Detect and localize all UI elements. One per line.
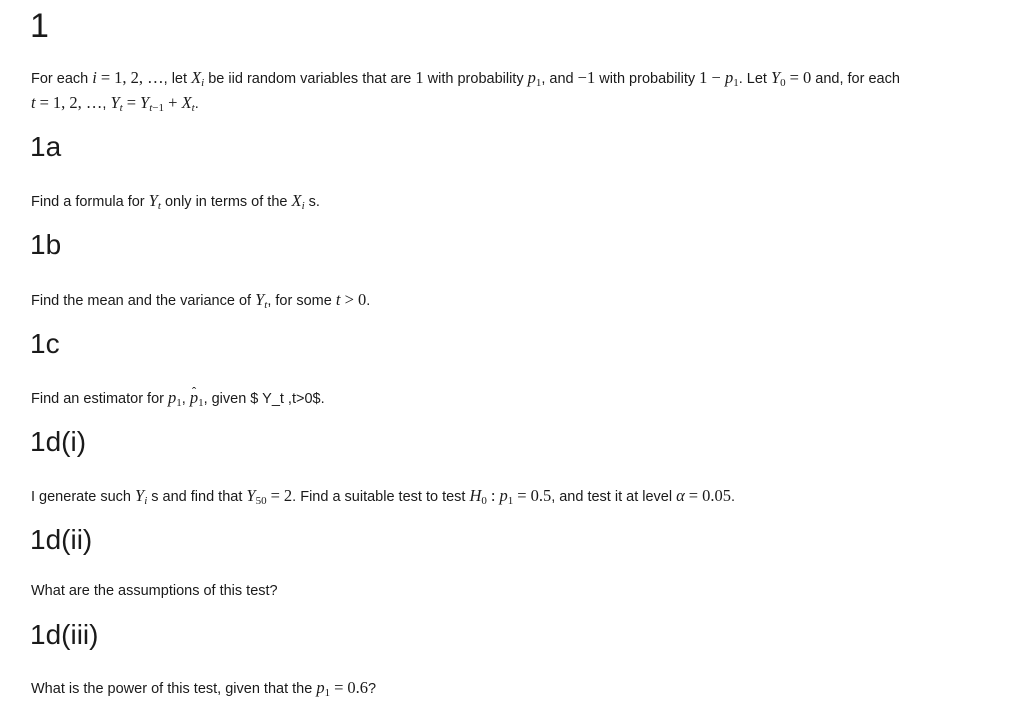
question-1b xyxy=(31,288,1016,313)
heading-1b: 1b xyxy=(30,229,62,260)
math-level: 0.05 xyxy=(702,486,731,505)
question-1d-ii: What are the assumptions of this test? xyxy=(31,583,278,599)
math-one-minus-p1: $1 - p_1$ xyxy=(699,68,739,89)
heading-1c: 1c xyxy=(30,328,60,359)
math-p1: $p_1$ xyxy=(527,68,542,89)
text-run: For each xyxy=(31,71,93,87)
text-run: with probability xyxy=(423,71,528,87)
math-p1: $p_1$ xyxy=(499,486,514,507)
text-run: , for some xyxy=(267,293,336,309)
math-t: t xyxy=(31,93,36,112)
question-1d-i: I generate such $Y_i$ s and find that $Y_{50} = 2$. Find a suitable test to test $H_0$ : $p_1 = 0.5$, and test it at level α = 0.05. xyxy=(31,486,736,507)
heading-1: 1 xyxy=(30,7,49,45)
heading-1d-ii: 1d(ii) xyxy=(30,524,93,555)
math-yt: $Y_t$ xyxy=(255,290,268,311)
text-run: Find a formula for xyxy=(31,194,149,210)
text-run: s. xyxy=(304,194,320,210)
math-zero: 0 xyxy=(802,68,812,87)
text-run: Find an estimator for xyxy=(31,391,168,407)
math-yt: $Y_t$ xyxy=(110,93,123,114)
question-1d-iii: What is the power of this test, given that the $p_1 = 0.6$? xyxy=(31,678,377,699)
math-p1-hat: ˆ $p_1$ xyxy=(190,386,204,409)
math-one: 1 xyxy=(415,68,424,87)
math-p1: $p_1$ xyxy=(316,678,331,699)
math-y0: $Y_0$ xyxy=(770,68,786,89)
math-minus-one: −1 xyxy=(577,68,596,87)
math-h0: $H_0$ xyxy=(469,486,487,507)
text-run: I generate such xyxy=(31,489,135,505)
math-yt-recurrence: $Y_{t-1} + X_t$ xyxy=(140,93,195,114)
heading-1d-iii: 1d(iii) xyxy=(30,619,99,650)
text-run: , let xyxy=(163,71,192,87)
intro-paragraph: For each i = 1, 2, …, let $X_i$ be iid random variables that are 1 with probability $p_1$, and −1 with probability $1 - p_1$. Let $Y_0 = 0$ and, for each t = 1, 2, …, $Y_t = Y_{t-1} + X_t$. xyxy=(31,68,900,114)
text-run: , given $ Y_t ,t>0$. xyxy=(203,391,325,407)
text-run: , and test it at level xyxy=(551,489,677,505)
text-run: and, for each xyxy=(811,71,900,87)
text-run: What is the power of this test, given that the xyxy=(31,681,317,697)
text-run: only in terms of the xyxy=(160,194,292,210)
text-run: . Let xyxy=(738,71,771,87)
text-run: be iid random variables that are xyxy=(204,71,416,87)
text-run: . xyxy=(366,293,371,309)
math-yi: $Y_i$ xyxy=(135,486,148,507)
math-half: 0.5 xyxy=(530,486,552,505)
math-y50: $Y_{50}$ xyxy=(246,486,267,507)
math-xi: $X_i$ xyxy=(291,191,305,212)
math-point-six: 0.6 xyxy=(347,678,369,697)
text-run: s and find that xyxy=(147,489,247,505)
math-index-list: 1, 2, … xyxy=(114,68,164,87)
math-i: i xyxy=(92,68,97,87)
text-run: , xyxy=(102,96,111,112)
text-run: , xyxy=(181,391,190,407)
text-run: , and xyxy=(541,71,578,87)
math-xi: $X_i$ xyxy=(191,68,205,89)
text-run: . Find a suitable test to test xyxy=(292,489,470,505)
text-run: . xyxy=(730,489,736,505)
text-run: with probability xyxy=(595,71,700,87)
math-yt: $Y_t$ xyxy=(148,191,161,212)
heading-1d-i: 1d(i) xyxy=(30,426,87,457)
text-run: ? xyxy=(368,681,377,697)
text-run: Find the mean and the variance of xyxy=(31,293,256,309)
math-alpha: α xyxy=(676,486,685,505)
math-two: 2 xyxy=(283,486,293,505)
math-t-positive: t > 0 xyxy=(335,290,367,309)
question-1a xyxy=(31,189,1016,214)
text-run: . xyxy=(194,96,199,112)
math-t-list: 1, 2, … xyxy=(52,93,103,112)
math-p1: $p_1$ xyxy=(168,388,182,409)
question-1c xyxy=(31,386,1016,411)
heading-1a: 1a xyxy=(30,131,62,162)
